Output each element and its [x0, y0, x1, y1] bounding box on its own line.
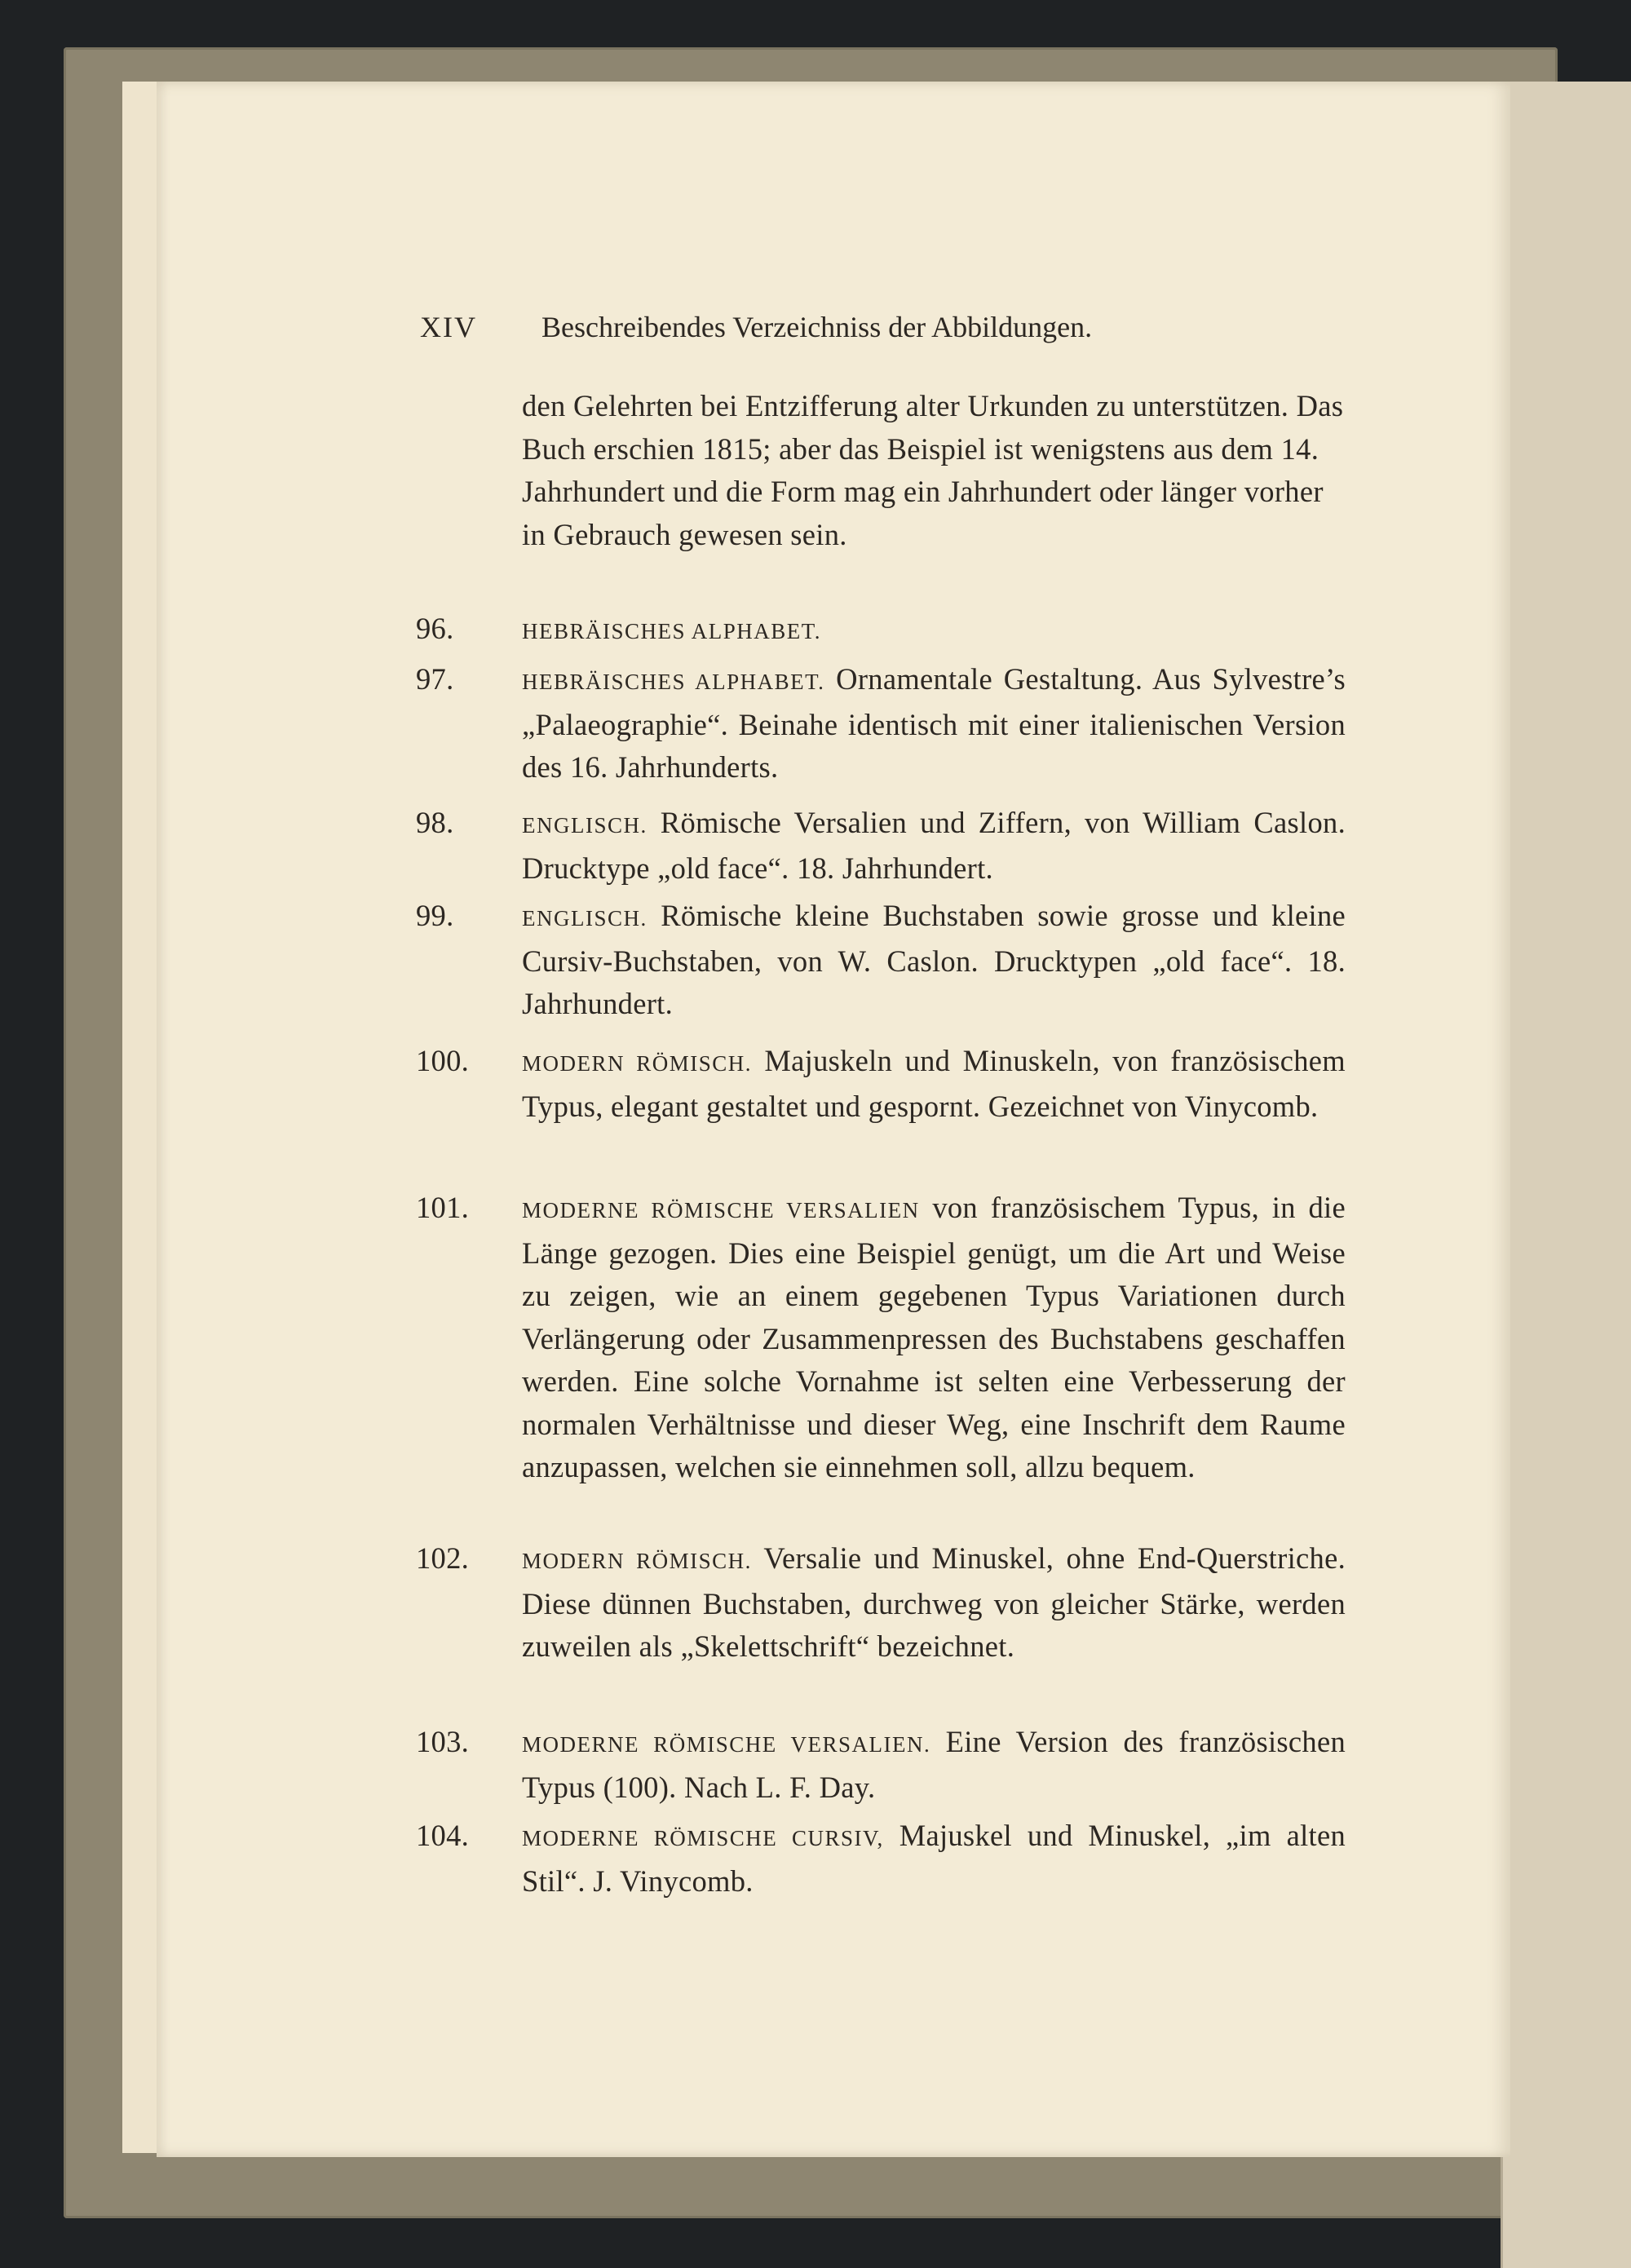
entry-number: 101. [416, 1191, 470, 1224]
entry-heading: MODERNE RÖMISCHE CURSIV, [522, 1826, 884, 1850]
entry-description: Versalie und Minuskel, ohne End-Querstriche. Diese dünnen Buchstaben, durchweg von gleicher Stärke, werden zuweilen als „Skelettschrift“ bezeichnet. [522, 1541, 1346, 1663]
entry-heading: HEBRÄISCHES ALPHABET. [522, 619, 822, 643]
entry-text [522, 1815, 1346, 1903]
entry-text [522, 1721, 1346, 1809]
entry-text [522, 1537, 1346, 1669]
entry-text [522, 802, 1346, 890]
entry-description: Römische kleine Buchstaben sowie grosse und kleine Cursiv-Buchstaben, von W. Caslon. Drucktypen „old face“. 18. Jahrhundert. [522, 899, 1346, 1020]
entry-heading: HEBRÄISCHES ALPHABET. [522, 670, 825, 694]
entry-description: Majuskeln und Minuskeln, von französischem Typus, elegant gestaltet und gespornt. Gezeichnet von Vinycomb. [522, 1044, 1346, 1123]
entry-number: 96. [416, 612, 454, 645]
running-title: Beschreibendes Verzeichniss der Abbildungen. [541, 311, 1093, 343]
entry-number: 98. [416, 806, 454, 839]
entry-number: 104. [416, 1819, 470, 1852]
entry-text [522, 1040, 1346, 1128]
continuation-paragraph: den Gelehrten bei Entzifferung alter Urkunden zu unterstützen. Das Buch erschien 1815; aber das Beispiel ist wenigstens aus dem 14. Jahrhundert und die Form mag ein Jahrhundert oder länger vorher in Gebrauch gewesen sein. [522, 389, 1344, 551]
entry-description: Römische Versalien und Ziffern, von William Caslon. Drucktype „old face“. 18. Jahrhundert. [522, 806, 1346, 885]
entry-heading: ENGLISCH. [522, 813, 648, 838]
entry-description: Majuskel und Minuskel, „im alten Stil“. J. Vinycomb. [522, 1819, 1346, 1898]
facing-page-edge [1501, 82, 1631, 2268]
entry-text [522, 658, 1346, 789]
entry-number: 103. [416, 1725, 470, 1758]
entry-heading: ENGLISCH. [522, 906, 648, 931]
running-header [420, 310, 1284, 344]
page-folio: XIV [420, 311, 477, 343]
entry-description: von französischem Typus, in die Länge gezogen. Dies eine Beispiel genügt, um die Art und Weise zu zeigen, wie an einem gegebenen Typus Variationen durch Verlängerung oder Zusammenpressen des Buchstabens geschaffen werden. Eine solche Vornahme ist selten eine Verbesserung der normalen Verhältnisse und dieser Weg, eine Inschrift dem Raume anzupassen, welchen sie einnehmen soll, allzu bequem. [522, 1191, 1346, 1483]
entry-number: 102. [416, 1541, 470, 1575]
entry-heading: MODERN RÖMISCH. [522, 1549, 752, 1573]
entry-number: 100. [416, 1044, 470, 1077]
entry-description: Ornamentale Gestaltung. Aus Sylvestre’s „Palaeographie“. Beinahe identisch mit einer italienischen Version des 16. Jahrhunderts. [522, 662, 1346, 784]
entry-heading: MODERN RÖMISCH. [522, 1051, 752, 1076]
entry-number: 99. [416, 899, 454, 932]
entry-text [522, 1187, 1346, 1489]
entry-heading: MODERNE RÖMISCHE VERSALIEN [522, 1198, 920, 1222]
entry-description: Eine Version des französischen Typus (100). Nach L. F. Day. [522, 1725, 1346, 1804]
entry-heading: MODERNE RÖMISCHE VERSALIEN. [522, 1732, 931, 1757]
entry-text [522, 895, 1346, 1026]
entry-text [522, 608, 1346, 653]
entry-number: 97. [416, 662, 454, 696]
